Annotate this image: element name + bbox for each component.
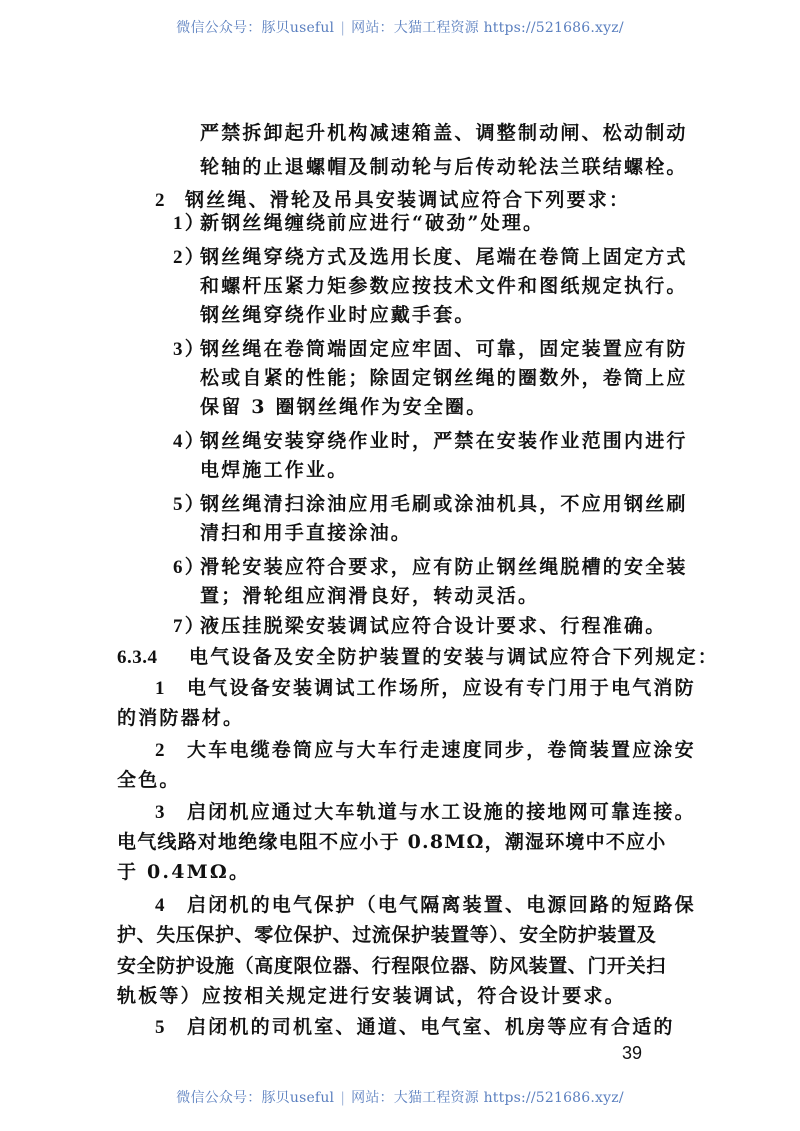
- clause-item-1: [155, 676, 696, 701]
- clause-item-number: 2: [155, 740, 167, 761]
- subitem-text-cont: 钢丝绳穿绕作业时应戴手套。: [200, 304, 476, 326]
- subitem-text-cont: 松或自紧的性能；除固定钢丝绳的圈数外，卷筒上应: [200, 367, 688, 389]
- subitem-text: 滑轮安装应符合要求，应有防止钢丝绳脱槽的安全装: [200, 556, 688, 578]
- watermark-separator: |: [340, 1090, 346, 1106]
- subitem-number: 4）: [173, 431, 206, 452]
- subitem-text: 新钢丝绳缠绕前应进行“破劲”处理。: [200, 212, 545, 234]
- subitem-number: 3）: [173, 339, 206, 360]
- clause-item-text-cont: 轨板等）应按相关规定进行安装调试，符合设计要求。: [117, 985, 626, 1007]
- clause-item-text: 电气设备安装调试工作场所，应设有专门用于电气消防: [187, 677, 696, 699]
- clause-item-text: 启闭机应通过大车轨道与水工设施的接地网可靠连接。: [187, 801, 696, 823]
- subitem-text-cont: 和螺杆压紧力矩参数应按技术文件和图纸规定执行。: [200, 275, 688, 297]
- subitem-text: 钢丝绳在卷筒端固定应牢固、可靠，固定装置应有防: [200, 338, 688, 360]
- clause-item-text-cont: 全色。: [117, 769, 181, 791]
- clause-item-number: 1: [155, 678, 167, 699]
- watermark-wechat: 微信公众号：豚贝useful: [176, 1090, 335, 1106]
- clause-item-text: 启闭机的司机室、通道、电气室、机房等应有合适的: [187, 1016, 675, 1038]
- clause-text: 电气设备及安全防护装置的安装与调试应符合下列规定：: [189, 646, 720, 668]
- subitem-4: [173, 429, 688, 454]
- subitem-7: [173, 614, 666, 639]
- subitem-text: 钢丝绳清扫涂油应用毛刷或涂油机具，不应用钢丝刷: [200, 493, 688, 515]
- subitem-text-cont: 清扫和用手直接涂油。: [200, 522, 413, 544]
- list-item-2: [155, 188, 630, 213]
- subitem-number: 1）: [173, 213, 206, 234]
- clause-item-text-cont: 电气线路对地绝缘电阻不应小于 0.8MΩ，潮湿环境中不应小: [117, 831, 667, 853]
- subitem-2: [173, 245, 688, 270]
- clause-item-text: 大车电缆卷筒应与大车行走速度同步，卷筒装置应涂安: [187, 739, 696, 761]
- subitem-text-cont: 置；滑轮组应润滑良好，转动灵活。: [200, 585, 540, 607]
- clause-6-3-4: [117, 645, 719, 670]
- subitem-number: 5）: [173, 494, 206, 515]
- watermark-website: 网站：大猫工程资源 https://521686.xyz/: [351, 1090, 624, 1106]
- watermark-separator: |: [340, 20, 346, 36]
- subitem-number: 7）: [173, 616, 206, 637]
- watermark-wechat: 微信公众号：豚贝useful: [176, 20, 335, 36]
- subitem-6: [173, 555, 688, 580]
- clause-item-text: 启闭机的电气保护（电气隔离装置、电源回路的短路保: [187, 894, 696, 916]
- subitem-text-cont: 保留 3 圈钢丝绳作为安全圈。: [200, 396, 488, 418]
- clause-item-2: [155, 738, 696, 763]
- continuation-line: 严禁拆卸起升机构减速箱盖、调整制动闸、松动制动: [200, 122, 688, 144]
- subitem-5: [173, 492, 688, 517]
- footer-watermark: [0, 1087, 800, 1107]
- subitem-number: 6）: [173, 557, 206, 578]
- subitem-text: 钢丝绳穿绕方式及选用长度、尾端在卷筒上固定方式: [200, 246, 688, 268]
- item-number: 2: [155, 190, 167, 211]
- subitem-3: [173, 337, 688, 362]
- subitem-number: 2）: [173, 247, 206, 268]
- clause-item-4: [155, 893, 696, 918]
- subitem-text-cont: 电焊施工作业。: [200, 459, 349, 481]
- watermark-website: 网站：大猫工程资源 https://521686.xyz/: [351, 20, 624, 36]
- clause-number: 6.3.4: [117, 647, 158, 668]
- clause-item-number: 3: [155, 802, 167, 823]
- clause-item-text-cont: 的消防器材。: [117, 707, 245, 729]
- clause-item-5: [155, 1015, 675, 1040]
- clause-item-text-cont: 安全防护设施（高度限位器、行程限位器、防风装置、门开关扫: [117, 955, 666, 977]
- subitem-text: 钢丝绳安装穿绕作业时，严禁在安装作业范围内进行: [200, 430, 688, 452]
- page-number: 39: [622, 1043, 643, 1063]
- clause-item-text-cont: 护、失压保护、零位保护、过流保护装置等）、安全防护装置及: [117, 924, 657, 946]
- continuation-line: 轮轴的止退螺帽及制动轮与后传动轮法兰联结螺栓。: [200, 156, 688, 178]
- item-text: 钢丝绳、滑轮及吊具安装调试应符合下列要求：: [185, 189, 631, 211]
- subitem-1: [173, 211, 544, 236]
- clause-item-number: 4: [155, 895, 167, 916]
- clause-item-3: [155, 800, 696, 825]
- clause-item-number: 5: [155, 1017, 167, 1038]
- clause-item-text-cont: 于 0.4MΩ。: [117, 861, 251, 883]
- subitem-text: 液压挂脱梁安装调试应符合设计要求、行程准确。: [200, 615, 667, 637]
